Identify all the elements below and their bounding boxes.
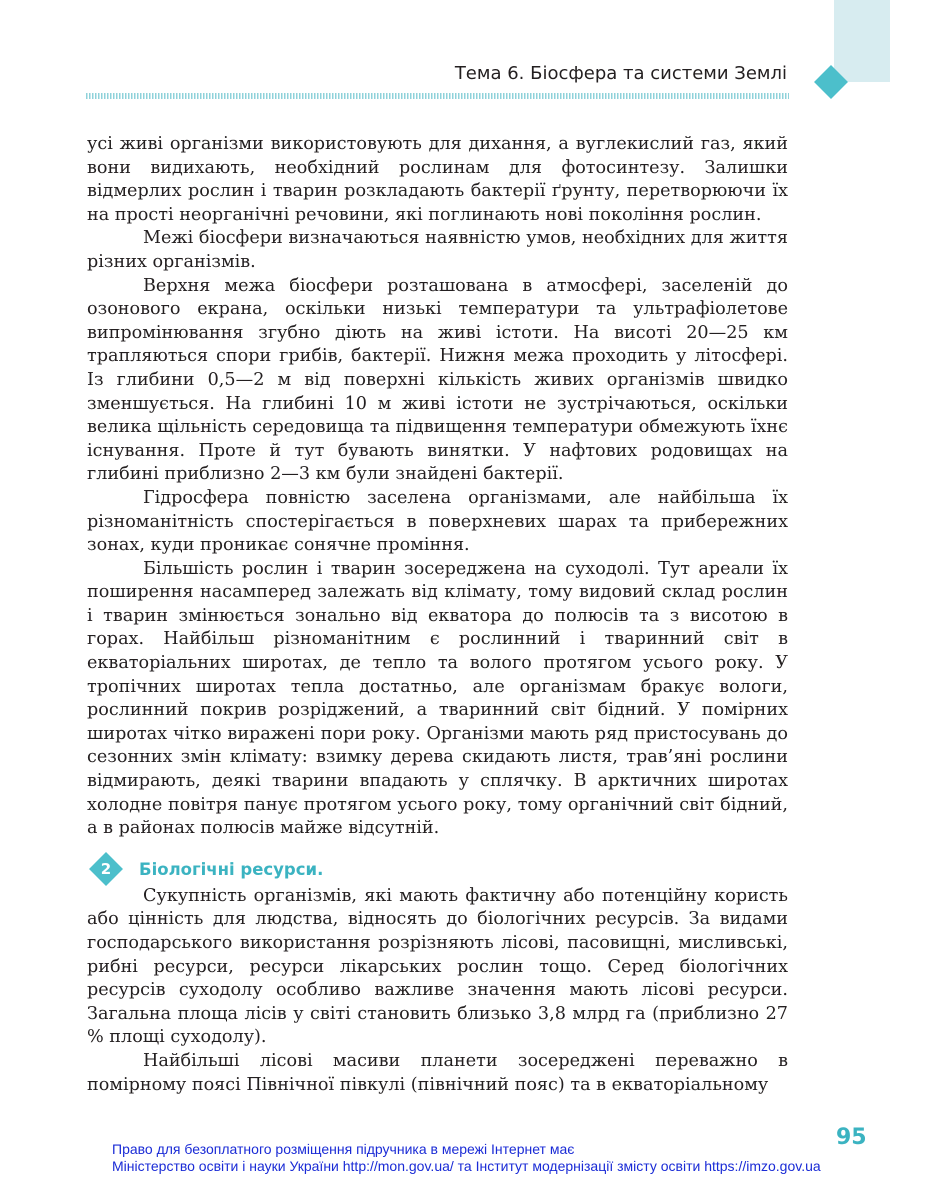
footer-note <box>112 1141 852 1175</box>
paragraph: Сукупність організмів, які мають фактичну або потенційну користь або цінність для людства, відносять до біологічних ресурсів. За видами господарського використання розрізняють лісові, пасовищні, мисливські, рибні ресурси, ресурси лікарських рослин тощо. Серед біологічних ресурсів суходолу особливо важливе значення мають лісові ресурси. Загальна площа лісів у світі становить близько 3,8 млрд га (приблизно 27 % площі суходолу). <box>87 885 788 1048</box>
running-head: Тема 6. Біосфера та системи Землі <box>454 63 787 84</box>
page-number: 95 <box>836 1125 867 1150</box>
footer-line: Міністерство освіти і науки України http://mon.gov.ua/ та Інститут модернізації змісту освіти https://imzo.gov.ua <box>112 1158 821 1174</box>
section-number: 2 <box>100 859 112 878</box>
footer-line: Право для безоплатного розміщення підручника в мережі Інтернет має <box>112 1141 575 1157</box>
paragraph: усі живі організми використовують для дихання, а вуглекислий газ, який вони видихають, необхідний рослинам для фотосинтезу. Залишки відмерлих рослин і тварин розкладають бактерії ґрунту, перетворюючи їх на прості неорганічні речовини, які поглинають нові покоління рослин. <box>87 134 788 225</box>
paragraph: Більшість рослин і тварин зосереджена на суходолі. Тут ареали їх поширення насамперед залежать від клімату, тому видовий склад рослин і тварин змінюється зонально від екватора до полюсів та з висотою в горах. Найбільш різноманітним є рослинний і тваринний світ в екваторіальних широтах, де тепло та волого протягом усього року. У тропічних широтах тепла достатньо, але організмам бракує вологи, рослинний покрив розріджений, а тваринний світ бідний. У помірних широтах чітко виражені пори року. Організми мають ряд пристосувань до сезонних змін клімату: взимку дерева скидають листя, трав’яні рослини відмирають, деякі тварини впадають у сплячку. В арктичних широтах холодне повітря панує протягом усього року, тому органічний світ бідний, а в районах полюсів майже відсутній. <box>87 558 788 839</box>
corner-tab <box>834 0 890 82</box>
section-heading <box>87 855 788 885</box>
paragraph: Межі біосфери визначаються наявністю умов, необхідних для життя різних організмів. <box>87 228 788 272</box>
page-body <box>87 133 788 1097</box>
paragraph: Найбільші лісові масиви планети зосереджені переважно в помірному поясі Північної півкулі (північний пояс) та в екваторіальному <box>87 1050 788 1095</box>
paragraph: Гідросфера повністю заселена організмами, але найбільша їх різноманітність спостерігається в поверхневих шарах та прибережних зонах, куди проникає сонячне проміння. <box>87 487 788 556</box>
header-dotted-rule <box>86 93 789 99</box>
section-title: Біологічні ресурси. <box>139 859 324 879</box>
paragraph: Верхня межа біосфери розташована в атмосфері, заселеній до озонового екрана, оскільки низькі температури та ультрафіолетове випромінювання згубно діють на живі істоти. На висоті 20—25 км трапляються спори грибів, бактерії. Нижня межа проходить у літосфері. Із глибини 0,5—2 м від поверхні кількість живих організмів швидко зменшується. На глибині 10 м живі істоти не зустрічаються, оскільки велика щільність середовища та підвищення температури обмежують їхнє існування. Проте й тут бувають винятки. У нафтових родовищах на глибині приблизно 2—3 км були знайдені бактерії. <box>87 275 788 485</box>
